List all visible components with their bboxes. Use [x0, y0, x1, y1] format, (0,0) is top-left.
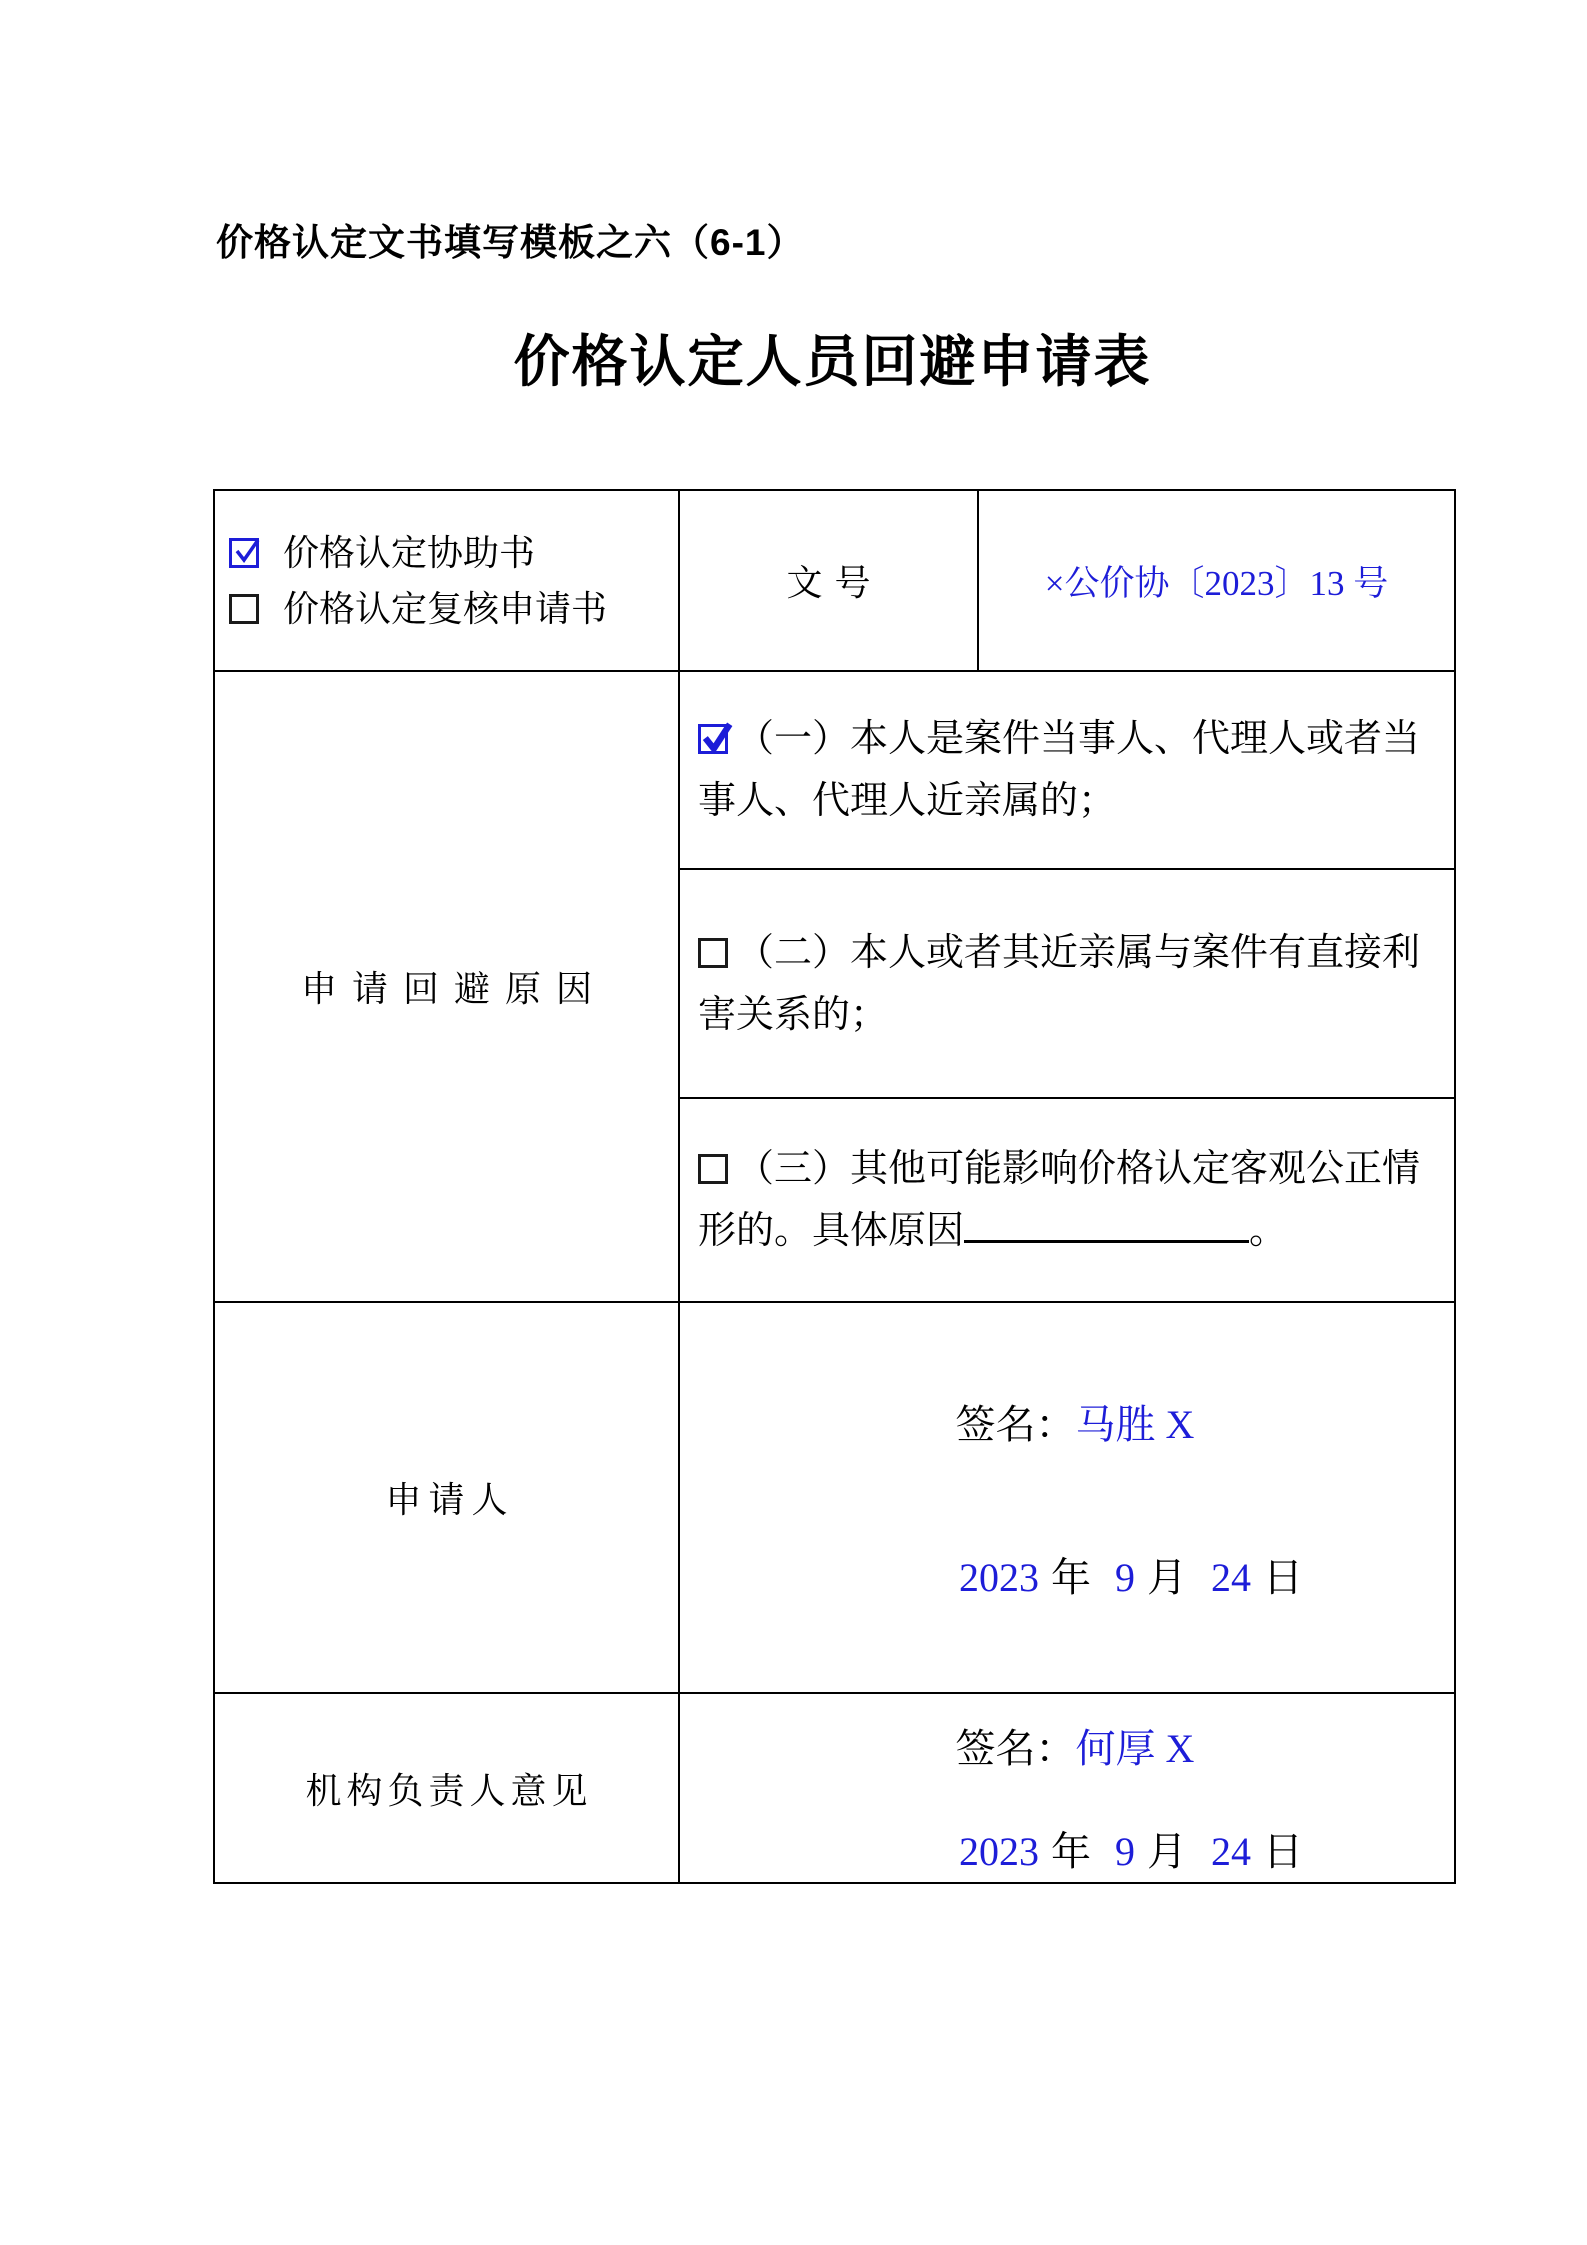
date-day-unit: 日	[1263, 1554, 1303, 1600]
date-day: 24	[1211, 1554, 1251, 1600]
date-year-unit: 年	[1051, 1829, 1091, 1874]
doc-type-option-label: 价格认定复核申请书	[283, 588, 608, 629]
reason-1-checkbox[interactable]	[698, 724, 728, 754]
review-doc-checkbox[interactable]	[229, 594, 259, 624]
doc-number-label: 文号	[678, 491, 977, 670]
reason-2-text: （二）本人或者其近亲属与案件有直接利害关系的；	[698, 931, 1421, 1036]
date-month-unit: 月	[1147, 1829, 1187, 1874]
reason-3-text: （三）其他可能影响价格认定客观公正情形的。具体原因	[698, 1148, 1421, 1252]
reason-3-checkbox[interactable]	[698, 1154, 728, 1184]
doc-type-option-review	[229, 581, 678, 637]
page-title: 价格认定人员回避申请表	[513, 332, 1152, 394]
reason-3-text-after: 。	[1249, 1210, 1288, 1252]
agency-head-label: 机构负责人意见	[215, 1692, 678, 1882]
doc-type-option-label: 价格认定协助书	[283, 532, 536, 573]
checkmark-icon	[231, 534, 263, 566]
agency-sign-line	[956, 1717, 1195, 1774]
agency-date	[959, 1820, 1315, 1877]
doc-number-value: ×公价协〔2023〕13 号	[977, 491, 1454, 670]
specific-reason-blank[interactable]	[964, 1212, 1249, 1243]
date-day: 24	[1211, 1829, 1251, 1874]
checkmark-icon	[700, 720, 734, 754]
reason-item-3-cell	[678, 1097, 1454, 1301]
date-year: 2023	[959, 1829, 1039, 1874]
doc-type-option-assist	[229, 525, 678, 581]
reason-2-checkbox[interactable]	[698, 938, 728, 968]
applicant-signature: 马胜 X	[1075, 1401, 1195, 1447]
applicant-date	[959, 1546, 1315, 1603]
template-label: 价格认定文书填写模板之六（6-1）	[216, 222, 805, 263]
reason-item-2-cell	[678, 868, 1454, 1097]
sign-label: 签名：	[955, 1726, 1076, 1771]
date-month: 9	[1115, 1554, 1135, 1600]
recusal-form-table	[213, 489, 1456, 1884]
reason-item-1-cell	[678, 670, 1454, 868]
date-year: 2023	[959, 1554, 1039, 1600]
reason-section-label: 申请回避原因	[215, 670, 678, 1301]
date-month: 9	[1115, 1829, 1135, 1874]
sign-label: 签名：	[955, 1401, 1076, 1447]
agency-signature: 何厚 X	[1075, 1726, 1195, 1771]
applicant-signature-cell	[678, 1301, 1454, 1692]
applicant-label: 申请人	[215, 1301, 678, 1692]
applicant-sign-line	[956, 1393, 1195, 1450]
agency-signature-cell	[678, 1692, 1454, 1882]
reason-1-text: （一）本人是案件当事人、代理人或者当事人、代理人近亲属的；	[698, 718, 1421, 822]
assist-doc-checkbox[interactable]	[229, 538, 259, 568]
doc-type-cell	[215, 491, 678, 670]
date-year-unit: 年	[1051, 1554, 1091, 1600]
date-month-unit: 月	[1147, 1554, 1187, 1600]
date-day-unit: 日	[1263, 1829, 1303, 1874]
